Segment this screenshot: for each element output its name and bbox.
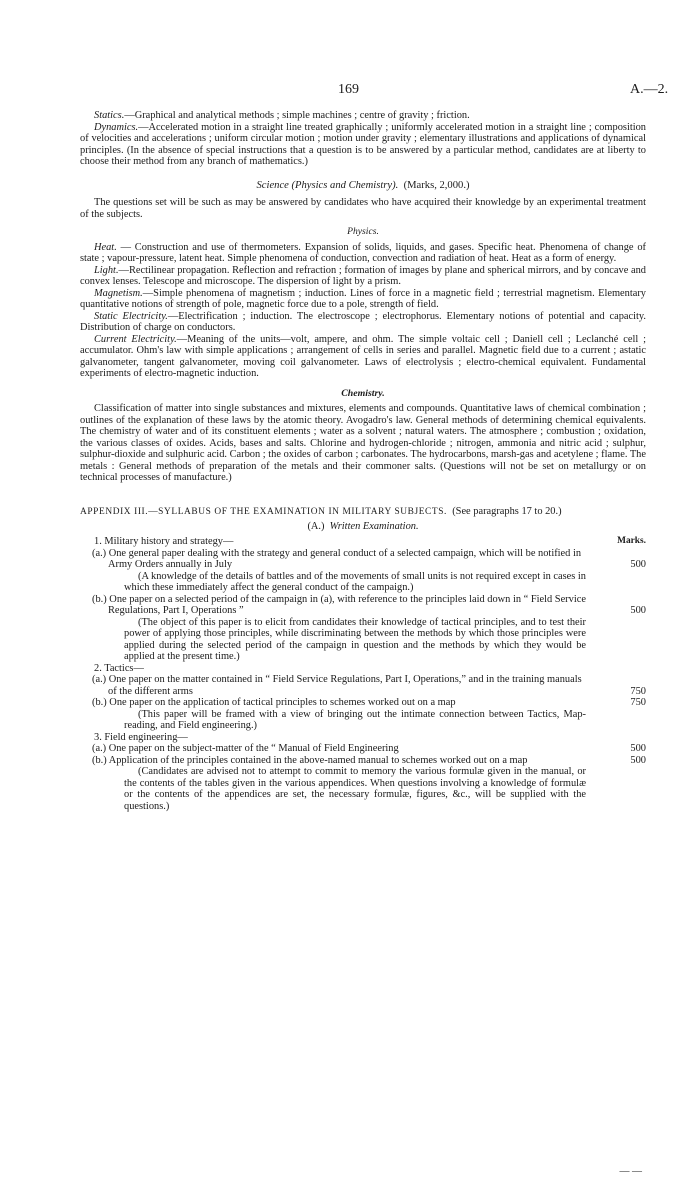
item-1b (80, 594, 646, 617)
item-1a-marks: 500 (630, 559, 646, 570)
science-heading (80, 180, 646, 192)
magnetism-label: Magnetism. (94, 287, 143, 299)
heat-paragraph (80, 242, 646, 265)
magnetism-paragraph (80, 288, 646, 311)
written-examination-heading (80, 521, 646, 533)
item-3b-text: (b.) Application of the principles contained in the above-named manual to schemes worked out on a map (92, 754, 528, 766)
chemistry-heading: Chemistry. (341, 387, 385, 399)
section-title: Written Examination. (329, 521, 419, 532)
item-1b-text: (b.) One paper on a selected period of the campaign in (a), with reference to the principles laid down in “ Field Service Regulations, Part I, Operations ” (92, 593, 586, 616)
item-1a-note: (A knowledge of the details of battles and of the movements of small units is not required except in cases in which these immediately affect the general conduct of the campaign.) (124, 570, 586, 593)
item-2b-text: (b.) One paper on the application of tactical principles to schemes worked out on a map (92, 697, 456, 708)
item-3a-text: (a.) One paper on the subject-matter of the “ Manual of Field Engineering (92, 743, 399, 754)
item-2b-marks: 750 (630, 697, 646, 708)
dynamics-text: —Accelerated motion in a straight line treated graphically ; uniformly accelerated motion in a straight line ; composition of velocities and accelerations ; uniform circular motion ; motion under gravity ; elementary illustrations and applications of dynamical principles. (In the absence of special instructions that a question is to be answered by a particular method, candidates are at liberty to choose their method from any branch of mathematics.) (80, 121, 646, 167)
chemistry-paragraph: Classification of matter into single substances and mixtures, elements and compounds. Quantitative laws of chemical combination ; outlines of the explanation of these laws by the atomic theory. Avogadro's law. General methods of determining chemical equivalents. The chemistry of water and of its constituent elements ; water as a solvent ; natural waters. The atmosphere ; combustion ; oxidation, the various classes of oxides. Acids, bases and salts. Chlorine and hydrogen-chloride ; nitrogen, ammonia and nitric acid ; sulphur, sulphur-dioxide and sulphuric acid. Carbon ; the oxides of carbon ; carbonates. The hydrocarbons, marsh-gas and acetylene ; flame. The metals : General methods of preparation of the metals and their commoner salts. (Questions will not be set on metallurgy or on technical processes of manufacture.) (80, 403, 646, 483)
light-text: —Rectilinear propagation. Reflection and refraction ; formation of images by plane and spherical mirrors, and by concave and convex lenses. Telescope and microscope. The dispersion of light by a prism. (80, 264, 646, 287)
item-3a (80, 743, 646, 755)
appendix-paragraph-ref: (See paragraphs 17 to 20.) (452, 505, 562, 517)
item-1a-text: (a.) One general paper dealing with the strategy and general conduct of a selected campaign, which will be notified in Army Orders annually in July (92, 547, 582, 570)
dynamics-label: Dynamics. (94, 121, 139, 133)
tactics-item: 2. Tactics— (94, 662, 144, 674)
current-electricity-label: Current Electricity. (94, 333, 177, 345)
section-label: (A.) (307, 521, 325, 532)
static-electricity-text: —Electrification ; induction. The electroscope ; electrophorus. Elementary notions of potential and capacity. Distribution of charge on conductors. (80, 310, 647, 333)
item-3b-marks: 500 (630, 754, 646, 766)
footer-mark: — — (619, 1166, 642, 1177)
static-electricity-label: Static Electricity. (94, 310, 168, 322)
field-engineering-item: 3. Field engineering— (94, 731, 188, 743)
appendix-heading (80, 506, 646, 519)
item-2a (80, 674, 646, 697)
heat-label: Heat. (94, 241, 117, 253)
science-marks: (Marks, 2,000.) (403, 179, 470, 191)
statics-label: Statics. (94, 110, 125, 121)
light-paragraph (80, 265, 646, 288)
document-reference: A.—2. (630, 82, 669, 97)
statics-paragraph (80, 110, 646, 122)
item-3b-note: (Candidates are advised not to attempt to commit to memory the various formulæ given in the manual, or the contents of the tables given in the various appendices. When questions involving a knowledge of formulæ or the contents of the appendices are set, the necessary formulæ, figures, &c., will be supplied with the questions.) (124, 766, 586, 812)
item-2b (80, 697, 646, 709)
marks-column-header: Marks. (617, 536, 646, 546)
statics-text: —Graphical and analytical methods ; simple machines ; centre of gravity ; friction. (124, 110, 470, 121)
item-1a (80, 548, 646, 571)
military-history-item: 1. Military history and strategy— (94, 535, 234, 547)
page-number: 169 (338, 82, 359, 97)
page-header (0, 82, 700, 98)
item-2b-note: (This paper will be framed with a view of bringing out the intimate connection between Tactics, Map-reading, and Field engineering.) (124, 708, 586, 731)
item-1b-marks: 500 (630, 605, 646, 616)
page-body (80, 110, 646, 812)
heat-text: — Construction and use of thermometers. Expansion of solids, liquids, and gases. Specific heat. Phenomena of change of state ; vapour-pressure, latent heat. Simple phenomena of conduction, convection and radiation of heat. Heat as a form of energy. (80, 241, 646, 264)
item-1b-note: (The object of this paper is to elicit from candidates their knowledge of tactical principles, and to test their power of applying those principles, while discriminating between the methods by which those principles were applied during the selected period of the campaign in question and the methods by which they would be applied at the present time.) (124, 616, 586, 662)
static-electricity-paragraph (80, 311, 646, 334)
current-electricity-text: —Meaning of the units—volt, ampere, and ohm. The simple voltaic cell ; Daniell cell ; Leclanché cell ; accumulator. Ohm's law with simple applications ; arrangement of cells in series and parallel. Magnetic field due to a current ; astatic galvanometer, tangent galvanometer, moving coil galvanometer. Laws of electrolysis ; electro-chemical equivalent. Fundamental experiments of electro-magnetic induction. (80, 333, 646, 379)
item-3b (80, 755, 646, 767)
science-title: Science (Physics and Chemistry). (256, 179, 399, 191)
current-electricity-paragraph (80, 334, 646, 380)
magnetism-text: —Simple phenomena of magnetism ; induction. Lines of force in a magnetic field ; terrestrial magnetism. Elementary quantitative notions of strength of pole, magnetic force due to a pole, strength of field. (80, 287, 646, 310)
item-3a-marks: 500 (630, 743, 646, 754)
dynamics-paragraph (80, 122, 646, 168)
science-intro: The questions set will be such as may be answered by candidates who have acquired their knowledge by an experimental treatment of the subjects. (80, 197, 646, 220)
item-2a-marks: 750 (630, 685, 646, 697)
light-label: Light. (94, 264, 119, 276)
appendix-title: APPENDIX III.—SYLLABUS OF THE EXAMINATION IN MILITARY SUBJECTS. (80, 506, 447, 517)
physics-heading: Physics. (347, 226, 379, 237)
item-2a-text: (a.) One paper on the matter contained in “ Field Service Regulations, Part I, Operations,” and in the training manuals of the different arms (92, 674, 582, 697)
